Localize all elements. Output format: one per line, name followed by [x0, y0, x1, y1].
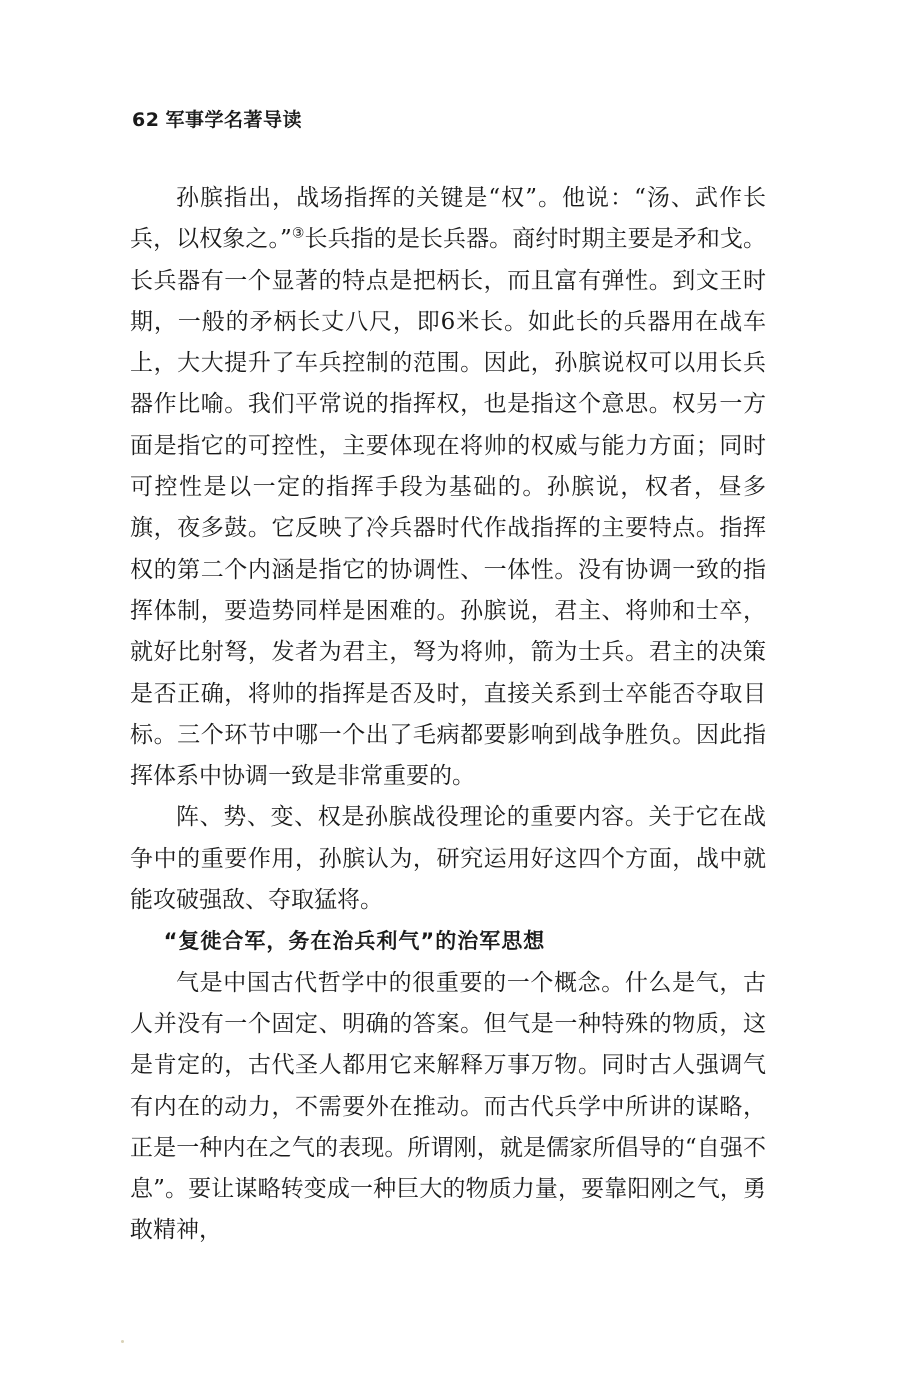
- body-text: [130, 178, 766, 1252]
- footnote-reference[interactable]: ③: [291, 225, 305, 242]
- paragraph-qi-concept: 气是中国古代哲学中的很重要的一个概念。什么是气，古人并没有一个固定、明确的答案。但气是一种特殊的物质，这是肯定的，古代圣人都用它来解释万事万物。同时古人强调气有内在的动力，不需要外在推动。而古代兵学中所讲的谋略，正是一种内在之气的表现。所谓刚，就是儒家所倡导的“自强不息”。要让谋略转变成一种巨大的物质力量，要靠阳刚之气，勇敢精神，: [130, 969, 766, 1244]
- paragraph-command-authority: [130, 178, 766, 797]
- paragraph-text: 孙膑指出，战场指挥的关键是“权”。他说：“汤、武作长兵，以权象之。”: [130, 185, 766, 253]
- page-speck: [121, 1340, 124, 1343]
- running-header: [132, 105, 302, 132]
- page-number: 62: [132, 109, 160, 131]
- section-heading: “复徙合军，务在治兵利气”的治军思想: [163, 929, 546, 954]
- paragraph-four-aspects: 阵、势、变、权是孙膑战役理论的重要内容。关于它在战争中的重要作用，孙膑认为，研究运用好这四个方面，战中就能攻破强敌、夺取猛将。: [130, 804, 766, 914]
- book-title: 军事学名著导读: [165, 109, 302, 131]
- paragraph-text: 长兵指的是长兵器。商纣时期主要是矛和戈。长兵器有一个显著的特点是把柄长，而且富有弹性。到文王时期，一般的矛柄长丈八尺，即6米长。如此长的兵器用在战车上，大大提升了车兵控制的范围。因此，孙膑说权可以用长兵器作比喻。我们平常说的指挥权，也是指这个意思。权另一方面是指它的可控性，主要体现在将帅的权威与能力方面；同时可控性是以一定的指挥手段为基础的。孙膑说，权者，昼多旗，夜多鼓。它反映了冷兵器时代作战指挥的主要特点。指挥权的第二个内涵是指它的协调性、一体性。没有协调一致的指挥体制，要造势同样是困难的。孙膑说，君主、将帅和士卒，就好比射弩，发者为君主，弩为将帅，箭为士兵。君主的决策是否正确，将帅的指挥是否及时，直接关系到士卒能否夺取目标。三个环节中哪一个出了毛病都要影响到战争胜负。因此指挥体系中协调一致是非常重要的。: [130, 226, 767, 790]
